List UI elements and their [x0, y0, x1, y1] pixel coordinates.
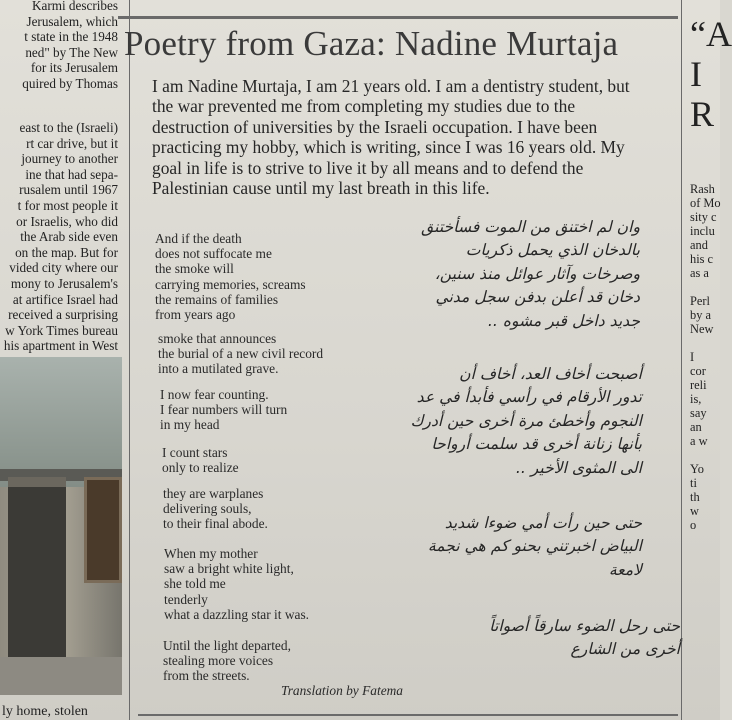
poem-line: she told me [164, 576, 226, 592]
poem-line: And if the death [155, 231, 242, 246]
left-column-block-3 [4, 307, 118, 354]
right-column-headline [690, 14, 732, 134]
text-line: journey to another [21, 151, 118, 167]
photo-ground [0, 657, 122, 695]
photo-window [84, 477, 122, 583]
arabic-line: أخرى من الشارع [570, 640, 680, 659]
poem-line: what a dazzling star it was. [164, 606, 310, 622]
text-line: is, [690, 392, 702, 406]
translation-credit: Translation by Fatema [281, 683, 404, 698]
headline-fragment: R [690, 94, 715, 134]
arabic-line: البياض اخبرتني بحنو كم هي نجمة [427, 537, 642, 556]
text-line: Jerusalem, which [26, 13, 118, 29]
column-divider-left [129, 0, 130, 720]
text-line: reli [690, 378, 707, 392]
text-line: t for most people it [17, 197, 118, 213]
poem-line: delivering souls, [163, 501, 252, 517]
column-divider-right [681, 0, 682, 720]
english-stanza-4 [162, 445, 239, 475]
arabic-line: حتى حين رأت أمي ضوءا شديد [444, 514, 642, 532]
text-line: cor [690, 364, 706, 378]
top-rule [118, 16, 678, 19]
photo-doorway [8, 477, 66, 677]
photo-caption: ly home, stolen [2, 704, 88, 719]
left-adjacent-column [0, 0, 122, 720]
english-stanza-6 [164, 546, 309, 622]
poem-line: the burial of a new civil record [158, 346, 324, 362]
arabic-line: أصبحت أخاف العد، أخاف أن [459, 365, 642, 383]
poem-line: stealing more voices [163, 653, 274, 669]
text-line: or Israelis, who did [16, 213, 118, 229]
poem-line: into a mutilated grave. [158, 361, 279, 377]
poem-line: the remains of families [155, 291, 279, 307]
text-line: east to the (Israeli) [19, 120, 118, 135]
poem-line: I count stars [162, 445, 228, 460]
arabic-line: تدور الأرقام في رأسي فأبدأ في عد [416, 388, 642, 407]
poem-line: from the streets. [163, 668, 250, 684]
text-line: inclu [690, 224, 715, 238]
text-line: his c [690, 252, 714, 266]
right-adjacent-column [690, 0, 732, 720]
arabic-line: بأنها زنانة أخرى قد سلمت أرواحا [431, 435, 642, 454]
text-line: w York Times bureau [5, 322, 118, 338]
english-stanza-1 [155, 231, 306, 322]
poem-line: When my mother [164, 546, 258, 561]
text-line: his apartment in West [3, 338, 118, 354]
text-line: and [690, 238, 708, 252]
text-line: quired by Thomas [22, 75, 118, 91]
text-line: o [690, 518, 697, 532]
left-column-block-1 [22, 0, 118, 92]
text-line: of Mo [690, 196, 721, 210]
right-column-text [690, 182, 721, 532]
poem-line: carrying memories, screams [155, 276, 306, 292]
arabic-line: جديد داخل قبر مشوه .. [487, 311, 640, 330]
arabic-stanza-4 [489, 615, 680, 662]
arabic-stanza-2 [411, 363, 642, 480]
text-line: a w [690, 434, 708, 448]
poem-line: tenderly [164, 591, 208, 607]
text-line: t state in the 1948 [24, 29, 118, 45]
arabic-stanza-3 [428, 512, 642, 582]
text-line: by a [690, 308, 711, 322]
poem-line: saw a bright white light, [164, 561, 294, 577]
poem-line: to their final abode. [163, 516, 268, 532]
english-stanza-5 [163, 486, 268, 532]
text-line: an [690, 420, 702, 434]
text-line: ned" by The New [25, 44, 118, 60]
english-stanza-7 [163, 638, 291, 684]
text-line: rt car drive, but it [26, 135, 118, 151]
arabic-line: حتى رحل الضوء سارقاً أصواتاً [489, 617, 680, 635]
poem-line: Until the light departed, [163, 638, 291, 653]
arabic-line: النجوم وأخطئ مرة أخرى حين أدرك [410, 411, 642, 430]
text-line: the Arab side even [20, 229, 118, 245]
text-line: as a [690, 266, 709, 280]
text-line: sity c [690, 210, 717, 224]
text-line: Yo [690, 462, 704, 476]
text-line [690, 336, 721, 350]
text-line: ti [690, 476, 697, 490]
arabic-line: وصرخات وآثار عوائل منذ سنين، [434, 264, 640, 283]
text-line: received a surprising [8, 307, 118, 322]
text-line: Karmi describes [31, 0, 118, 13]
article-headline: Poetry from Gaza: Nadine Murtaja [124, 24, 619, 63]
text-line: w [690, 504, 699, 518]
text-line [690, 280, 721, 294]
arabic-line: لامعة [608, 560, 642, 579]
text-line: vided city where our [9, 260, 118, 276]
poem-line: they are warplanes [163, 486, 264, 501]
arabic-line: وان لم اختنق من الموت فسأختنق [421, 218, 640, 236]
poem-line: does not suffocate me [155, 246, 272, 262]
english-stanza-2 [158, 331, 323, 377]
house-photo [0, 357, 122, 695]
poem-line: I now fear counting. [160, 387, 269, 402]
poem-line: smoke that announces [158, 331, 277, 346]
arabic-line: دخان قد أعلن بدفن سجل مدني [435, 288, 640, 307]
text-line: New [690, 322, 714, 336]
poem-line: only to realize [162, 460, 239, 476]
headline-fragment: I [690, 54, 702, 94]
poem-line: from years ago [155, 307, 236, 323]
poet-introduction: I am Nadine Murtaja, I am 21 years old. I am a dentistry student, but the war prevented me from completing my studies due to the destruction of universities by the Israeli occupation. I have been practicing my hobby, which is writing, since I was 16 years old. My goal in life is to strive to live it by all means and to defend the Palestinian cause until my last breath in this life. [152, 76, 630, 199]
poem-line: I fear numbers will turn [160, 402, 288, 418]
text-line: mony to Jerusalem's [10, 275, 118, 291]
poem-line: the smoke will [155, 261, 234, 277]
text-line: th [690, 490, 700, 504]
text-line: on the map. But for [15, 244, 118, 260]
text-line: at artifice Israel had [12, 291, 118, 307]
left-column-block-2 [9, 120, 118, 307]
text-line: Rash [690, 182, 715, 196]
text-line: for its Jerusalem [30, 60, 118, 76]
bottom-rule [138, 714, 678, 716]
text-line [690, 448, 721, 462]
text-line: I [690, 350, 695, 364]
text-line: say [690, 406, 707, 420]
headline-fragment: “A [690, 14, 732, 54]
text-line: Perl [690, 294, 710, 308]
text-line: rusalem until 1967 [19, 182, 118, 198]
english-stanza-3 [160, 387, 287, 433]
arabic-stanza-1 [421, 216, 640, 333]
arabic-line: الى المثوى الأخير .. [515, 458, 642, 477]
poem-line: in my head [160, 417, 220, 433]
text-line: ine that had sepa- [25, 166, 118, 182]
arabic-line: بالدخان الذي يحمل ذكريات [465, 241, 640, 260]
